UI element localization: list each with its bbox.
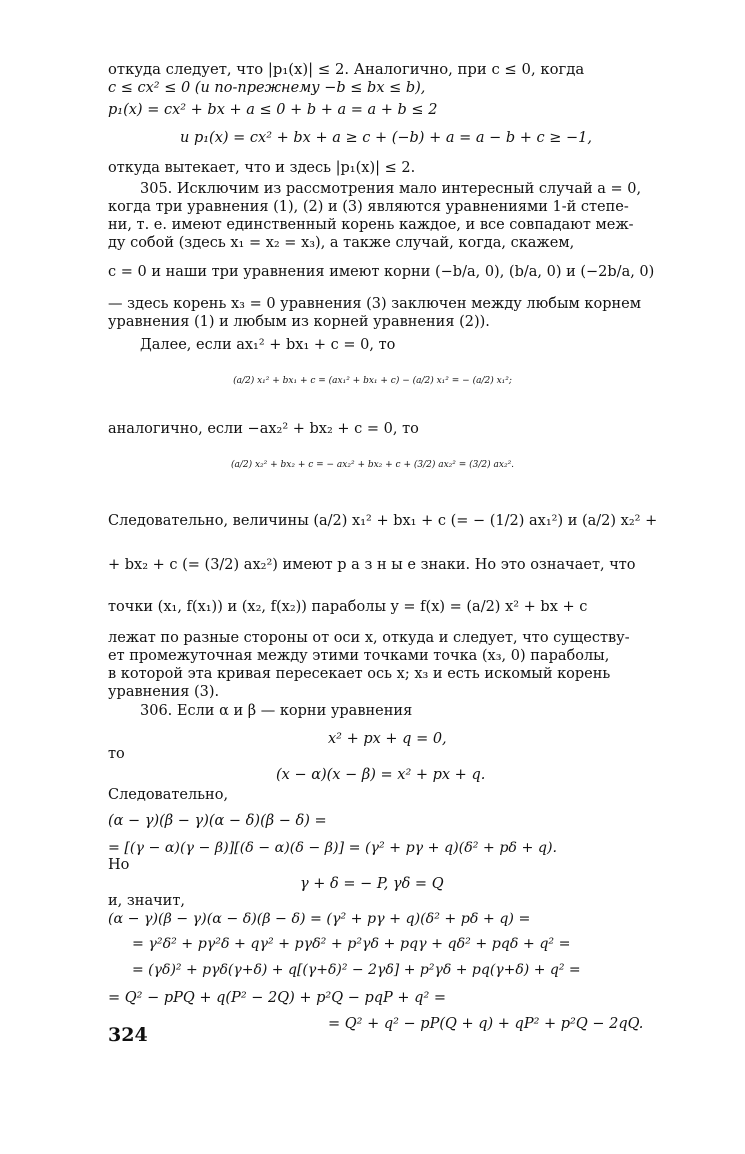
formula-line: (α − γ)(β − γ)(α − δ)(β − δ) = (γ² + pγ + q)(δ² + pδ + q) =: [108, 911, 531, 927]
text-line: точки (x₁, f(x₁)) и (x₂, f(x₂)) параболы y = f(x) = (a/2) x² + bx + c: [108, 599, 588, 615]
text-line: Следовательно,: [108, 787, 229, 803]
formula-line: = Q² − pPQ + q(P² − 2Q) + p²Q − pqP + q² =: [108, 990, 447, 1006]
text-line: уравнения (1) и любым из корней уравнения (2)).: [108, 314, 490, 330]
formula-line: (a/2) x₁² + bx₁ + c = (ax₁² + bx₁ + c) − (a/2) x₁² = − (a/2) x₁²;: [233, 376, 512, 386]
formula-line: = (γδ)² + pγδ(γ+δ) + q[(γ+δ)² − 2γδ] + p²γδ + pq(γ+δ) + q² =: [132, 962, 581, 978]
text-line: ни, т. е. имеют единственный корень каждое, и все совпадают меж-: [108, 217, 634, 233]
formula-line: p₁(x) = cx² + bx + a ≤ 0 + b + a = a + b ≤ 2: [108, 102, 438, 118]
formula-line: (a/2) x₂² + bx₂ + c = − ax₂² + bx₂ + c + (3/2) ax₂² = (3/2) ax₂².: [230, 460, 515, 470]
text-line: в которой эта кривая пересекает ось x; x₃ и есть искомый корень: [108, 666, 611, 682]
text-line: аналогично, если −ax₂² + bx₂ + c = 0, то: [108, 421, 419, 437]
text-line: уравнения (3).: [108, 684, 220, 700]
formula-line: = γ²δ² + pγ²δ + qγ² + pγδ² + p²γδ + pqγ + qδ² + pqδ + q² =: [132, 936, 571, 952]
text-line: c = 0 и наши три уравнения имеют корни (−b/a, 0), (b/a, 0) и (−2b/a, 0): [108, 264, 655, 280]
formula-line: x² + px + q = 0,: [328, 731, 447, 747]
text-line: ет промежуточная между этими точками точка (x₃, 0) параболы,: [108, 648, 610, 664]
problem-305-start: 305. Исключим из рассмотрения мало интересный случай a = 0,: [140, 181, 642, 197]
text-line: Далее, если ax₁² + bx₁ + c = 0, то: [140, 337, 396, 353]
text-line: и, значит,: [108, 893, 185, 909]
text-line: + bx₂ + c (= (3/2) ax₂²) имеют р а з н ы е знаки. Но это означает, что: [108, 557, 636, 573]
text-line: откуда следует, что |p₁(x)| ≤ 2. Аналогично, при c ≤ 0, когда: [108, 61, 585, 78]
text-line: Следовательно, величины (a/2) x₁² + bx₁ + c (= − (1/2) ax₁²) и (a/2) x₂² +: [108, 513, 658, 529]
text-line: Но: [108, 857, 130, 873]
text-line: то: [108, 746, 125, 762]
text-line: откуда вытекает, что и здесь |p₁(x)| ≤ 2.: [108, 160, 416, 176]
page-number: 324: [108, 1024, 148, 1046]
text-line: c ≤ cx² ≤ 0 (и по-прежнему −b ≤ bx ≤ b),: [108, 80, 426, 96]
formula-line: = Q² + q² − pP(Q + q) + qP² + p²Q − 2qQ.: [328, 1016, 644, 1032]
formula-line: γ + δ = − P, γδ = Q: [300, 876, 444, 892]
formula-line: (α − γ)(β − γ)(α − δ)(β − δ) =: [108, 813, 327, 829]
problem-306-start: 306. Если α и β — корни уравнения: [140, 703, 413, 719]
formula-line: (x − α)(x − β) = x² + px + q.: [276, 767, 486, 783]
text-line: ду собой (здесь x₁ = x₂ = x₃), а также случай, когда, скажем,: [108, 235, 575, 251]
formula-line: = [(γ − α)(γ − β)][(δ − α)(δ − β)] = (γ² + pγ + q)(δ² + pδ + q).: [108, 840, 557, 856]
text-line: — здесь корень x₃ = 0 уравнения (3) заключен между любым корнем: [108, 296, 642, 312]
text-line: лежат по разные стороны от оси x, откуда и следует, что существу-: [108, 630, 630, 646]
formula-line: и p₁(x) = cx² + bx + a ≥ c + (−b) + a = a − b + c ≥ −1,: [180, 130, 592, 146]
text-line: когда три уравнения (1), (2) и (3) являются уравнениями 1-й степе-: [108, 199, 629, 215]
